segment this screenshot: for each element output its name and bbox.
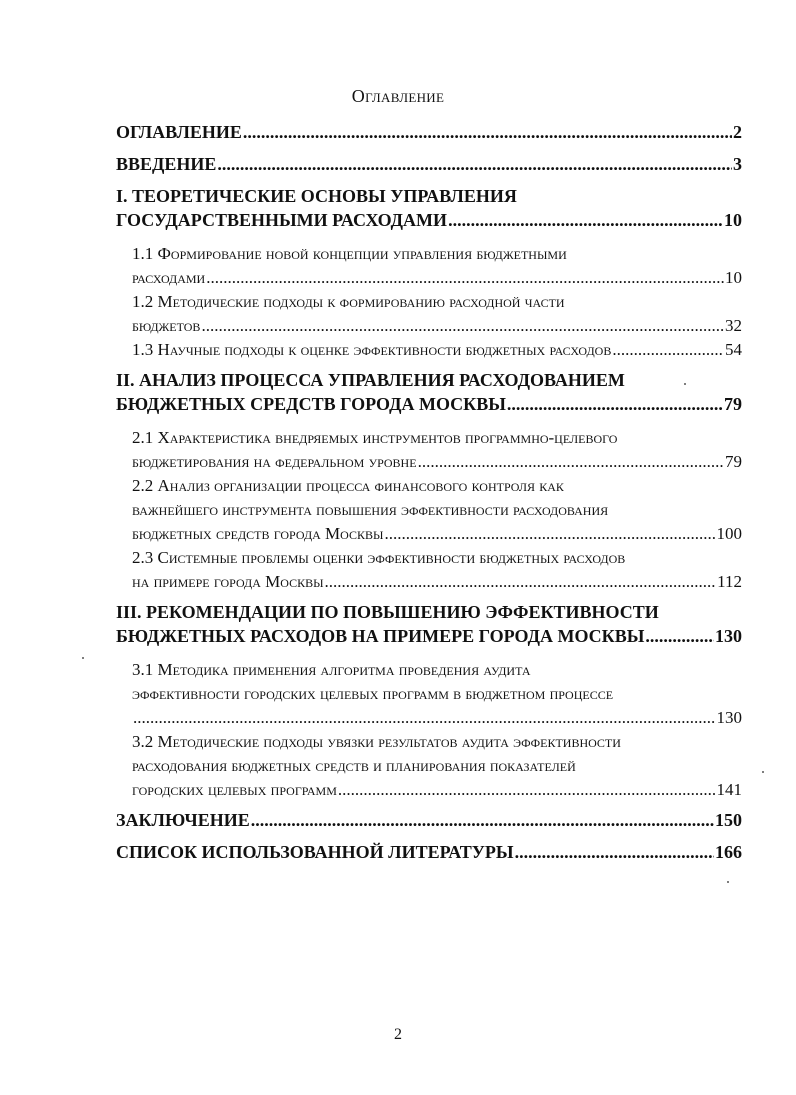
dot-leader (251, 808, 714, 832)
toc-entry-section-2-3[interactable] (116, 546, 742, 594)
dot-leader (515, 840, 714, 864)
toc-entry-section-3-2[interactable] (116, 730, 742, 802)
toc-entry-title-line: 3.1 Методика применения алгоритма проведения аудита (132, 660, 531, 679)
toc-entry-chapter-3[interactable] (116, 600, 742, 648)
dot-leader (338, 778, 716, 802)
toc-entry-title-line: эффективности городских целевых программ в бюджетном процессе (132, 684, 614, 703)
toc-entry-page: 112 (717, 572, 742, 591)
toc-entry-title: ОГЛАВЛЕНИЕ (116, 122, 242, 142)
toc-entry-title-line: 2.1 Характеристика внедряемых инструментов программно-целевого (132, 428, 618, 447)
dot-leader (217, 152, 732, 176)
toc-entry-title-line: расходования бюджетных средств и планирования показателей (132, 756, 576, 775)
toc-entry-page: 130 (715, 626, 742, 646)
toc-entry-contents[interactable] (116, 120, 742, 144)
page-number: 2 (394, 1026, 402, 1043)
toc-entry-title-line: БЮДЖЕТНЫХ РАСХОДОВ НА ПРИМЕРЕ ГОРОДА МОСКВЫ (116, 626, 645, 646)
toc-entry-title-line: ГОСУДАРСТВЕННЫМИ РАСХОДАМИ (116, 210, 448, 230)
toc-entry-title-line: бюджетных средств города Москвы (132, 524, 384, 543)
dot-leader (133, 706, 716, 730)
toc-entry-page: 54 (725, 340, 742, 359)
toc-entry-introduction[interactable] (116, 152, 742, 176)
toc-entry-title-line: БЮДЖЕТНЫХ СРЕДСТВ ГОРОДА МОСКВЫ (116, 394, 506, 414)
toc-entry-conclusion[interactable] (116, 808, 742, 832)
toc-entry-title-line: 2.2 Анализ организации процесса финансового контроля как (132, 476, 564, 495)
toc-entry-title-line: 1.1 Формирование новой концепции управления бюджетными (132, 244, 567, 263)
toc-entry-section-3-1[interactable] (116, 658, 742, 730)
dot-leader (507, 392, 723, 416)
dot-leader (448, 208, 723, 232)
dot-leader (645, 624, 714, 648)
toc-entry-page: 79 (725, 452, 742, 471)
dot-leader (206, 266, 724, 290)
toc-entry-title-line: городских целевых программ (132, 780, 337, 799)
toc-entry-title-line: расходами (132, 268, 206, 287)
dot-leader (612, 338, 724, 362)
toc-entry-section-1-1[interactable] (116, 242, 742, 290)
toc-entry-bibliography[interactable] (116, 840, 742, 864)
toc-entry-title: ВВЕДЕНИЕ (116, 154, 217, 174)
toc-heading: Оглавление (351, 86, 445, 106)
toc-entry-page: 79 (724, 394, 742, 414)
toc-entry-page: 141 (716, 780, 742, 799)
toc-entry-section-1-2[interactable] (116, 290, 742, 338)
toc-entry-page: 10 (724, 210, 742, 230)
toc-entry-section-2-1[interactable] (116, 426, 742, 474)
toc-entry-section-1-3[interactable] (116, 338, 742, 362)
toc-entry-title: СПИСОК ИСПОЛЬЗОВАННОЙ ЛИТЕРАТУРЫ (116, 842, 514, 862)
toc-entry-title-line: на примере города Москвы (132, 572, 324, 591)
scan-speck (82, 657, 84, 659)
dot-leader (201, 314, 724, 338)
toc-entry-title-line: бюджетирования на федеральном уровне (132, 452, 417, 471)
toc-entry-page: 130 (716, 708, 742, 727)
toc-entry-title-line: важнейшего инструмента повышения эффективности расходования (132, 500, 609, 519)
toc-entry-title-line: 2.3 Системные проблемы оценки эффективности бюджетных расходов (132, 548, 626, 567)
toc-entry-title-line: 3.2 Методические подходы увязки результатов аудита эффективности (132, 732, 621, 751)
toc-entry-chapter-2[interactable] (116, 368, 742, 416)
toc-entry-section-2-2[interactable] (116, 474, 742, 546)
scan-speck (727, 881, 729, 883)
dot-leader (418, 450, 724, 474)
toc-entry-chapter-1[interactable] (116, 184, 742, 232)
toc-entry-title-line: III. РЕКОМЕНДАЦИИ ПО ПОВЫШЕНИЮ ЭФФЕКТИВНОСТИ (116, 602, 659, 622)
toc-entry-title-line: 1.3 Научные подходы к оценке эффективности бюджетных расходов (132, 340, 612, 359)
scan-speck (684, 383, 686, 385)
toc-entry-title-line: бюджетов (132, 316, 201, 335)
toc-entry-title-line: I. ТЕОРЕТИЧЕСКИЕ ОСНОВЫ УПРАВЛЕНИЯ (116, 186, 517, 206)
dot-leader (325, 570, 717, 594)
toc-entry-page: 150 (715, 810, 742, 830)
table-of-contents (116, 120, 742, 872)
toc-entry-title: ЗАКЛЮЧЕНИЕ (116, 810, 250, 830)
scan-speck (762, 771, 764, 773)
toc-entry-page: 2 (733, 122, 742, 142)
toc-entry-page: 10 (725, 268, 742, 287)
toc-entry-page: 100 (716, 524, 742, 543)
toc-entry-page: 3 (733, 154, 742, 174)
dot-leader (384, 522, 715, 546)
dot-leader (243, 120, 732, 144)
toc-entry-title-line: 1.2 Методические подходы к формированию расходной части (132, 292, 565, 311)
toc-entry-page: 166 (715, 842, 742, 862)
toc-entry-title-line: II. АНАЛИЗ ПРОЦЕССА УПРАВЛЕНИЯ РАСХОДОВАНИЕМ (116, 370, 625, 390)
toc-entry-page: 32 (725, 316, 742, 335)
